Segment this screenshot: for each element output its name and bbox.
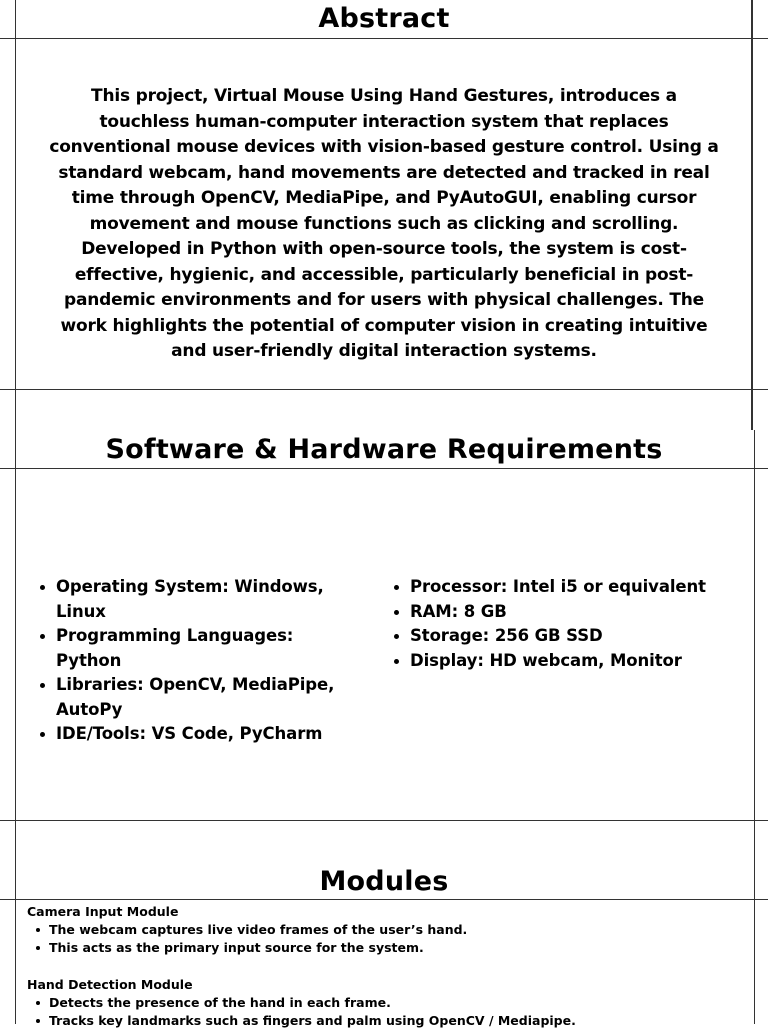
- list-item: Libraries: OpenCV, MediaPipe, AutoPy: [36, 673, 336, 722]
- abstract-text: This project, Virtual Mouse Using Hand Gestures, introduces a touchless human-computer interaction system that replaces conventional mouse devices with vision-based gesture control. Using a standard webcam, hand movements are detected and tracked in real time through OpenCV, MediaPipe, and PyAutoGUI, enabling cursor movement and mouse functions such as clicking and scrolling. Developed in Python with open-source tools, the system is cost-effective, hygienic, and accessible, particularly beneficial in post-pandemic environments and for users with physical challenges. The work highlights the potential of computer vision in creating intuitive and user-friendly digital interaction systems.: [49, 86, 719, 361]
- right-border-upper: [751, 0, 753, 430]
- module-points: [27, 994, 576, 1030]
- list-item: IDE/Tools: VS Code, PyCharm: [36, 722, 336, 747]
- right-border-lower: [754, 430, 755, 1024]
- list-item: RAM: 8 GB: [390, 600, 730, 625]
- divider-requirements-bottom: [0, 820, 768, 821]
- software-requirements-list: [36, 575, 336, 747]
- modules-title: Modules: [319, 866, 449, 897]
- list-item: Programming Languages: Python: [36, 624, 336, 673]
- module-camera-input: [27, 903, 467, 957]
- list-item: Processor: Intel i5 or equivalent: [390, 575, 730, 600]
- module-title: Camera Input Module: [27, 904, 179, 919]
- divider-abstract-bottom: [0, 389, 768, 390]
- list-item: Storage: 256 GB SSD: [390, 624, 730, 649]
- module-title: Hand Detection Module: [27, 977, 193, 992]
- list-item: The webcam captures live video frames of the user’s hand.: [27, 921, 467, 939]
- list-item: Operating System: Windows, Linux: [36, 575, 336, 624]
- list-item: This acts as the primary input source for the system.: [27, 939, 467, 957]
- module-hand-detection: [27, 976, 576, 1030]
- module-points: [27, 921, 467, 957]
- list-item: Display: HD webcam, Monitor: [390, 649, 730, 674]
- abstract-title: Abstract: [318, 3, 450, 34]
- requirements-title: Software & Hardware Requirements: [105, 434, 663, 465]
- hardware-requirements-list: [390, 575, 730, 673]
- list-item: Tracks key landmarks such as fingers and palm using OpenCV / Mediapipe.: [27, 1012, 576, 1030]
- divider-abstract-header: [0, 38, 768, 39]
- divider-requirements-header: [0, 468, 768, 469]
- list-item: Detects the presence of the hand in each frame.: [27, 994, 576, 1012]
